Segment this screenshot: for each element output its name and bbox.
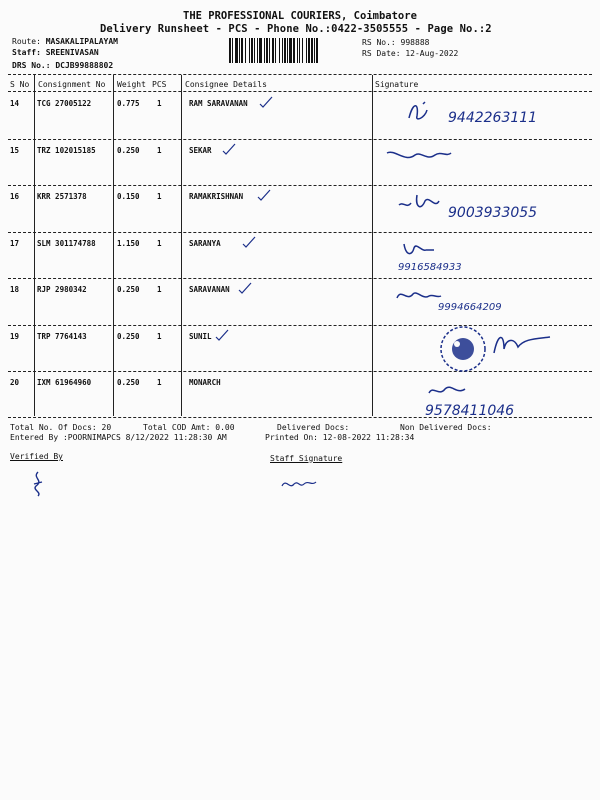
- check-mark-icon: [215, 329, 229, 341]
- row-sno: 17: [10, 238, 20, 248]
- barcode-bar: [229, 38, 231, 63]
- check-mark-icon: [242, 236, 256, 248]
- barcode-bar: [272, 38, 274, 63]
- col-divider: [34, 75, 35, 416]
- row-weight: 0.250: [117, 145, 140, 155]
- consignee-signature: [400, 238, 470, 266]
- drs-label: DRS No.:: [12, 61, 51, 70]
- barcode-bar: [235, 38, 238, 63]
- row-consignment-no: RJP 2980342: [37, 285, 87, 294]
- barcode-bar: [269, 38, 270, 63]
- barcode-bar: [254, 38, 255, 63]
- check-mark-icon: [222, 143, 236, 155]
- row-pcs: 1: [157, 331, 162, 341]
- barcode-bar: [279, 38, 280, 63]
- verified-signature-scribble: [28, 470, 48, 498]
- row-pcs: 1: [157, 238, 162, 248]
- col-header-sno: S No: [10, 80, 30, 89]
- row-pcs: 1: [157, 192, 162, 201]
- row-consignee: RAM SARAVANAN: [189, 99, 248, 108]
- consignee-signature: [395, 191, 465, 219]
- row-consignee: MONARCH: [189, 378, 221, 387]
- barcode-bar: [311, 38, 313, 63]
- header-rule: [8, 91, 592, 92]
- row-sno: 19: [10, 331, 20, 341]
- staff-label: Staff:: [12, 48, 41, 57]
- col-divider: [113, 75, 114, 416]
- row-pcs: 1: [157, 285, 162, 294]
- row-weight: 0.250: [117, 378, 140, 387]
- barcode-bar: [289, 38, 292, 63]
- barcode-bar: [266, 38, 268, 63]
- entered-by: Entered By :POORNIMAPCS 8/12/2022 11:28:30 AM: [10, 433, 227, 442]
- printed-on: Printed On: 12-08-2022 11:28:34: [265, 433, 415, 442]
- row-separator: [8, 139, 592, 140]
- barcode-bar: [275, 38, 276, 63]
- col-header-signature: Signature: [375, 80, 419, 89]
- row-consignment-no: SLM 301174788: [37, 238, 96, 248]
- row-consignment-no: TRZ 102015185: [37, 145, 96, 155]
- barcode-bar: [287, 38, 288, 63]
- rs-no-label: RS No.:: [362, 38, 396, 47]
- drs-line: [12, 61, 113, 70]
- row-separator: [8, 371, 592, 372]
- check-mark-icon: [238, 282, 252, 294]
- barcode-bar: [264, 38, 265, 63]
- handwritten-phone: 9994664209: [438, 302, 502, 313]
- delivery-stamp: [438, 324, 488, 374]
- barcode-bar: [259, 38, 262, 63]
- row-pcs: 1: [157, 145, 162, 155]
- barcode-bar: [239, 38, 240, 63]
- barcode-bar: [282, 38, 283, 63]
- row-separator: [8, 232, 592, 233]
- row-weight: 0.775: [117, 99, 140, 108]
- barcode-bar: [257, 38, 258, 63]
- consignee-signature: [490, 329, 560, 357]
- row-pcs: 1: [157, 99, 162, 108]
- row-sno: 18: [10, 285, 20, 294]
- barcode-bar: [302, 38, 303, 63]
- consignee-signature: [395, 284, 465, 312]
- row-consignment-no: TCG 27005122: [37, 99, 92, 108]
- row-sno: 16: [10, 192, 20, 201]
- rs-date-value: 12-Aug-2022: [405, 49, 459, 58]
- col-header-consignment: Consignment No: [38, 80, 106, 89]
- footer-rule: [8, 417, 592, 418]
- row-consignment-no: TRP 7764143: [37, 331, 87, 341]
- barcode-bar: [249, 38, 250, 63]
- consignee-signature: [425, 377, 495, 405]
- consignee-signature: [385, 145, 455, 173]
- col-divider: [181, 75, 182, 416]
- barcode-bar: [299, 38, 300, 63]
- rs-no-value: 998888: [400, 38, 430, 47]
- barcode-bar: [284, 38, 286, 63]
- row-consignee: SEKAR: [189, 145, 212, 155]
- total-cod: Total COD Amt: 0.00: [143, 423, 235, 432]
- handwritten-phone: 9578411046: [425, 403, 515, 419]
- row-sno: 14: [10, 99, 20, 108]
- row-consignment-no: IXM 61964960: [37, 378, 92, 387]
- row-consignee: SARANYA: [189, 238, 221, 248]
- total-docs: Total No. Of Docs: 20: [10, 423, 112, 432]
- col-header-pcs: PCS: [152, 80, 167, 89]
- delivered-docs: Delivered Docs:: [277, 423, 350, 432]
- row-consignee: RAMAKRISHNAN: [189, 192, 244, 201]
- barcode-bar: [308, 38, 310, 63]
- row-weight: 0.250: [117, 331, 140, 341]
- handwritten-phone: 9916584933: [398, 261, 462, 273]
- row-weight: 0.250: [117, 285, 140, 294]
- staff-line: [12, 48, 99, 57]
- row-weight: 0.150: [117, 192, 140, 201]
- barcode-image: [229, 38, 356, 63]
- col-divider: [372, 75, 373, 416]
- row-sno: 15: [10, 145, 20, 155]
- runsheet-title: Delivery Runsheet - PCS - Phone No.:0422-3505555 - Page No.:2: [100, 23, 492, 35]
- barcode-bar: [232, 38, 233, 63]
- verified-by-label: Verified By: [10, 452, 63, 461]
- staff-value: SREENIVASAN: [45, 48, 99, 57]
- rs-date-line: [362, 49, 458, 58]
- barcode-bar: [316, 38, 318, 63]
- row-separator: [8, 185, 592, 186]
- company-title: THE PROFESSIONAL COURIERS, Coimbatore: [183, 10, 417, 22]
- row-pcs: 1: [157, 378, 162, 387]
- consignee-signature: [405, 98, 475, 126]
- barcode-bar: [251, 38, 253, 63]
- barcode-bar: [241, 38, 243, 63]
- row-weight: 1.150: [117, 238, 140, 248]
- rs-date-label: RS Date:: [362, 49, 401, 58]
- rs-no-line: [362, 38, 429, 47]
- handwritten-phone: 9442263111: [448, 110, 538, 126]
- row-separator: [8, 278, 592, 279]
- route-value: MASAKALIPALAYAM: [45, 37, 118, 46]
- row-separator: [8, 325, 592, 326]
- route-label: Route:: [12, 37, 41, 46]
- barcode-bar: [245, 38, 246, 63]
- barcode-bar: [314, 38, 315, 63]
- row-consignee: SARAVANAN: [189, 285, 230, 294]
- barcode-bar: [297, 38, 298, 63]
- col-header-weight: Weight: [117, 80, 146, 89]
- barcode-bar: [306, 38, 307, 63]
- col-header-consignee: Consignee Details: [185, 80, 267, 89]
- route-line: [12, 37, 118, 46]
- row-sno: 20: [10, 378, 20, 387]
- barcode-bar: [293, 38, 295, 63]
- staff-signature-label: Staff Signature: [270, 454, 343, 463]
- handwritten-phone: 9003933055: [448, 205, 538, 221]
- row-consignee: SUNIL: [189, 331, 212, 341]
- table-top-rule: [8, 74, 592, 75]
- non-delivered-docs: Non Delivered Docs:: [400, 423, 492, 432]
- drs-value: DCJB99888802: [55, 61, 114, 70]
- staff-signature-scribble: [280, 476, 318, 492]
- check-mark-icon: [259, 96, 273, 108]
- check-mark-icon: [257, 189, 271, 201]
- row-consignment-no: KRR 2571378: [37, 192, 87, 201]
